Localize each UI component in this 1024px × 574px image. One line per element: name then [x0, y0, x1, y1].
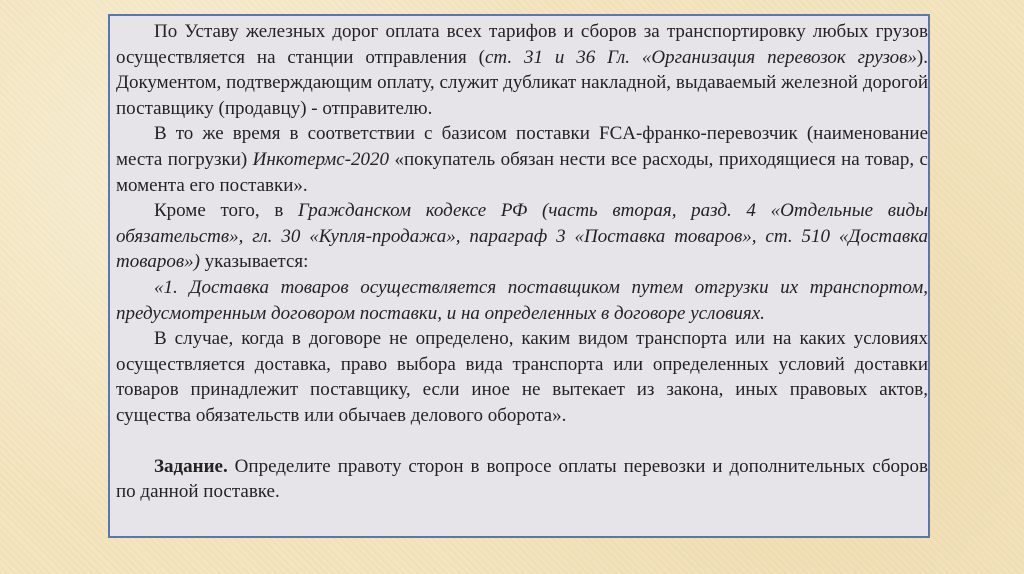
- paragraph-3-text-a: Кроме того, в: [154, 200, 299, 222]
- paragraph-civil-code: [116, 198, 928, 275]
- task-label: Задание.: [154, 455, 228, 477]
- paragraph-task: [116, 454, 928, 505]
- paragraph-railway-charter: [116, 19, 928, 121]
- paragraph-2-text-a: В то же время в соответствии с базисом поставки FCA-франко-перевозчик (наименование места погрузки): [116, 123, 928, 170]
- paragraph-3-text-c: указывается:: [199, 251, 309, 273]
- text-frame: [108, 14, 930, 538]
- paragraph-incoterms: [116, 121, 928, 198]
- task-text: Определите правоту сторон в вопросе оплаты перевозки и дополнительных сборов по данной поставке.: [116, 455, 928, 503]
- paragraph-2-incoterms: Инкотермс-2020: [252, 148, 390, 170]
- paragraph-1-citation: ст. 31 и 36 Гл. «Организация перевозок грузов»: [484, 46, 917, 68]
- paragraph-quote-delivery: «1. Доставка товаров осуществляется поставщиком путем отгрузки их транспортом, предусмотренным договором поставки, и на определенных в договоре условиях.: [116, 276, 928, 324]
- paragraph-1-text-c: ). Документом, подтверждающим оплату, служит дубликат накладной, выдаваемый железной дорогой поставщику (продавцу) - отправителю.: [116, 46, 928, 119]
- spacer: [116, 429, 928, 454]
- paragraph-quote-transport-choice: В случае, когда в договоре не определено, каким видом транспорта или на каких условиях осуществляется доставка, право выбора вида транспорта или определенных условий доставки товаров принадлежит поставщику, если иное не вытекает из закона, иных правовых актов, существа обязательств или обычаев делового оборота».: [116, 328, 928, 426]
- paragraph-3-civil-code-citation: Гражданском кодексе РФ (часть вторая, разд. 4 «Отдельные виды обязательств», гл. 30 «Купля-продажа», параграф 3 «Поставка товаров», ст. 510 «Доставка товаров»): [116, 200, 928, 273]
- paragraph-2-text-c: «покупатель обязан нести все расходы, приходящиеся на товар, с момента его поставки».: [116, 148, 928, 196]
- paragraph-1-text-a: По Уставу железных дорог оплата всех тарифов и сборов за транспортировку любых грузов осуществляется на станции отправления (: [116, 21, 928, 68]
